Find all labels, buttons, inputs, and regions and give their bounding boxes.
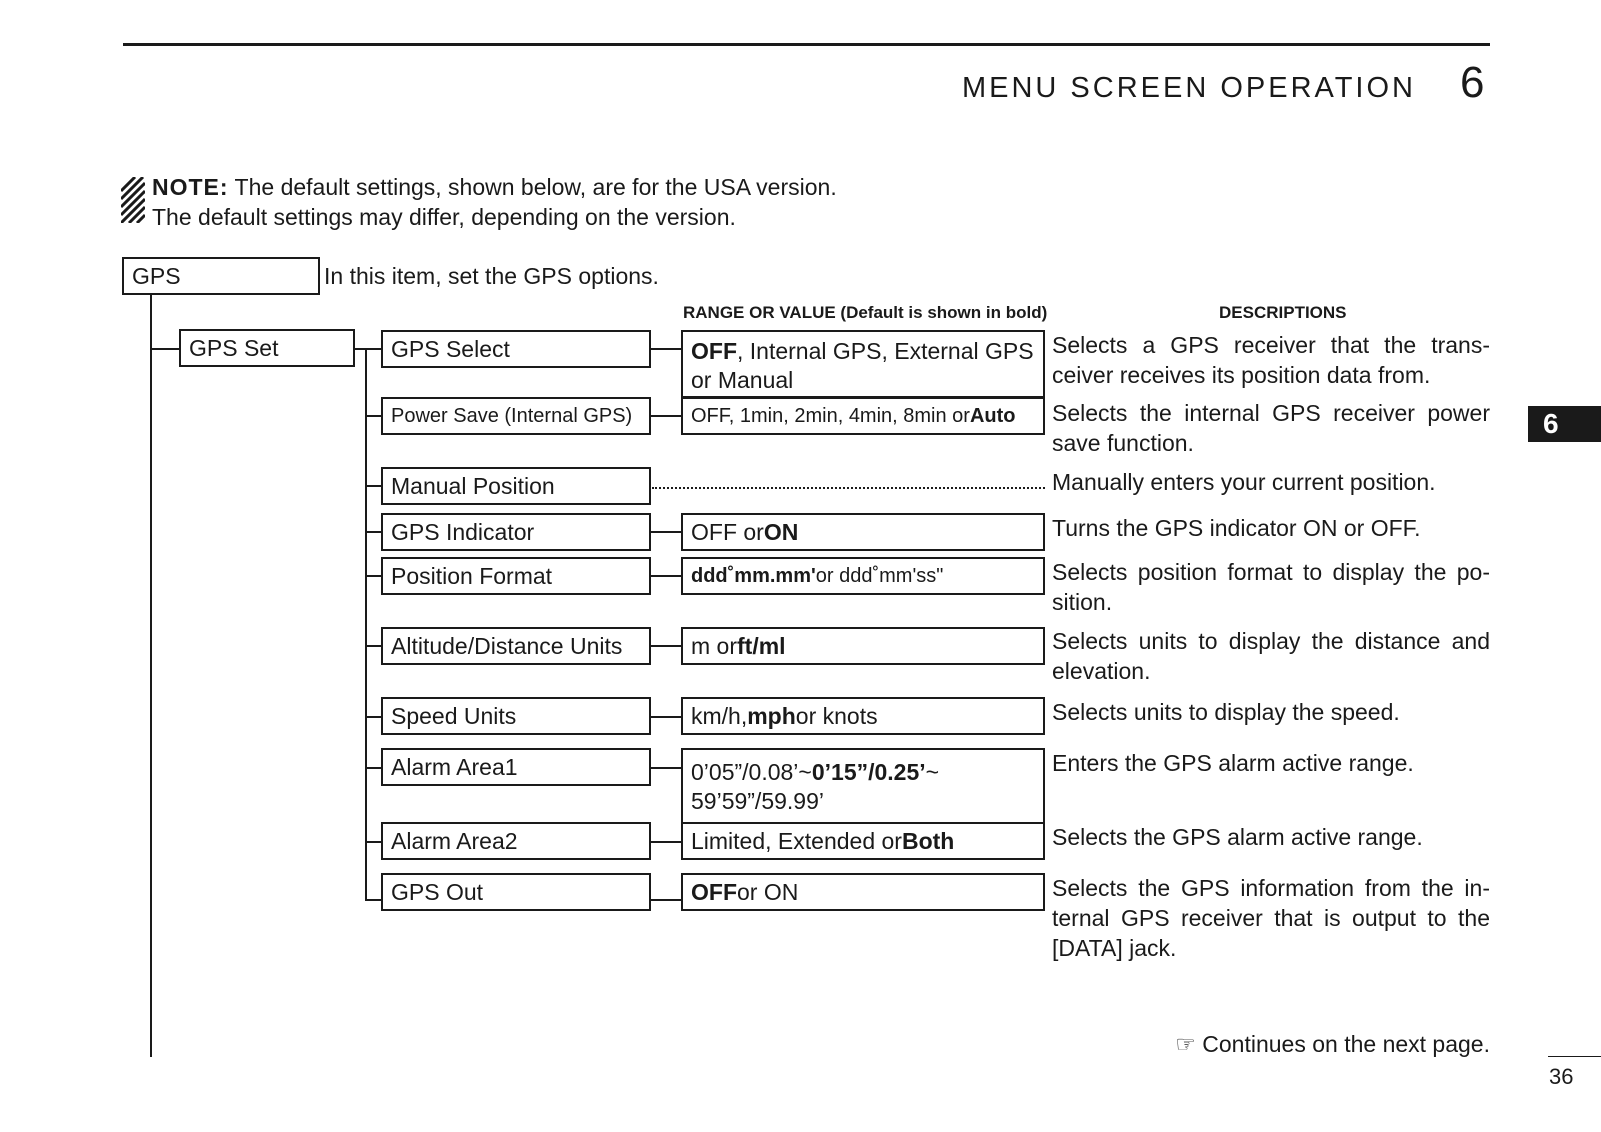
tree-branch-line	[365, 899, 381, 901]
footer-rule	[1548, 1056, 1601, 1057]
range-rest: or knots	[795, 702, 878, 729]
gps-menu-box: GPS	[122, 257, 320, 295]
range-default: OFF	[691, 338, 737, 364]
power-save-description: Selects the internal GPS receiver power save function.	[1052, 400, 1490, 456]
range-default: OFF	[691, 878, 737, 905]
range-pre: km/h,	[691, 702, 748, 729]
range-pre: 0’05”/0.08’~	[691, 759, 812, 785]
chapter-number: 6	[1460, 58, 1485, 107]
range-pre: OFF or	[691, 518, 764, 545]
tree-branch-line	[365, 415, 381, 417]
range-default: ft/ml	[737, 632, 786, 659]
range-rest: ~ 59’59”/59.99’	[691, 759, 940, 814]
chapter-side-tab: 6	[1528, 406, 1601, 442]
alarm-area2-box: Alarm Area2	[381, 822, 651, 860]
gps-indicator-description: Turns the GPS indicator ON or OFF.	[1052, 515, 1421, 541]
note-hatch-icon	[121, 177, 145, 223]
manual-position-box: Manual Position	[381, 467, 651, 505]
descriptions-column-heading: DESCRIPTIONS	[1219, 303, 1347, 322]
section-title: MENU SCREEN OPERATION	[961, 72, 1416, 104]
power-save-range	[681, 397, 1045, 435]
tree-branch-line	[353, 348, 381, 350]
gps-out-range	[681, 873, 1045, 911]
tree-branch-line	[150, 348, 181, 350]
alarm-area2-description: Selects the GPS alarm active range.	[1052, 824, 1423, 850]
range-connector-line	[650, 767, 683, 769]
range-connector-line	[650, 415, 683, 417]
tree-branch-line	[365, 841, 381, 843]
tree-branch-line	[365, 767, 381, 769]
range-connector-line	[650, 716, 683, 718]
tree-branch-line	[365, 531, 381, 533]
range-default: mph	[747, 702, 796, 729]
position-format-description: Selects position format to display the po-sition.	[1052, 559, 1490, 615]
range-rest: or ddd˚mm'ss"	[815, 564, 944, 587]
range-default: ON	[763, 518, 799, 545]
speed-units-box: Speed Units	[381, 697, 651, 735]
manual-position-description: Manually enters your current position.	[1052, 469, 1436, 495]
gps-intro-text: In this item, set the GPS options.	[324, 263, 659, 289]
gps-set-box: GPS Set	[179, 329, 355, 367]
tree-branch-line	[365, 645, 381, 647]
tree-trunk-line	[150, 295, 152, 1057]
gps-select-box: GPS Select	[381, 330, 651, 368]
range-default: 0’15”/0.25’	[811, 759, 926, 785]
range-rest: or ON	[737, 878, 799, 905]
range-default: Auto	[969, 404, 1016, 427]
continues-note: ☞ Continues on the next page.	[1175, 1031, 1490, 1057]
speed-units-range	[681, 697, 1045, 735]
page-number: 36	[1549, 1064, 1574, 1089]
range-column-heading: RANGE OR VALUE (Default is shown in bold)	[683, 303, 1048, 322]
gps-indicator-range	[681, 513, 1045, 551]
note-label: NOTE:	[152, 174, 229, 200]
alarm-area1-box: Alarm Area1	[381, 748, 651, 786]
range-default: ddd˚mm.mm'	[691, 564, 816, 587]
range-connector-line	[650, 531, 683, 533]
range-pre: Limited, Extended or	[691, 827, 902, 854]
gps-indicator-box: GPS Indicator	[381, 513, 651, 551]
gps-select-description: Selects a GPS receiver that the trans-ceiver receives its position data from.	[1052, 332, 1490, 388]
range-rest: , Internal GPS, External GPS or Manual	[691, 338, 1034, 393]
range-connector-line	[650, 575, 683, 577]
range-connector-line	[650, 348, 683, 350]
range-pre: OFF, 1min, 2min, 4min, 8min or	[691, 404, 970, 427]
power-save-box: Power Save (Internal GPS)	[381, 397, 651, 435]
alarm-area2-range	[681, 822, 1045, 860]
altitude-distance-units-range	[681, 627, 1045, 665]
alarm-area1-range	[681, 748, 1045, 824]
gps-out-box: GPS Out	[381, 873, 651, 911]
note-text-2: The default settings may differ, depending on the version.	[152, 204, 736, 230]
tree-branch-line	[365, 485, 381, 487]
tree-subtrunk-line	[365, 348, 367, 900]
altitude-distance-units-box: Altitude/Distance Units	[381, 627, 651, 665]
range-connector-line	[650, 899, 683, 901]
manual-position-dotted-leader	[652, 487, 1045, 489]
range-connector-line	[650, 645, 683, 647]
range-pre: m or	[691, 632, 737, 659]
alarm-area1-description: Enters the GPS alarm active range.	[1052, 750, 1414, 776]
position-format-range	[681, 557, 1045, 595]
range-default: Both	[901, 827, 955, 854]
position-format-box: Position Format	[381, 557, 651, 595]
tree-branch-line	[365, 575, 381, 577]
gps-out-description: Selects the GPS information from the in-ternal GPS receiver that is output to the [DATA] jack.	[1052, 875, 1490, 961]
note-line-1	[152, 174, 837, 201]
gps-select-range	[681, 330, 1045, 398]
range-connector-line	[650, 841, 683, 843]
header-rule	[123, 43, 1490, 46]
altitude-distance-units-description: Selects units to display the distance and elevation.	[1052, 628, 1490, 684]
note-text-1: The default settings, shown below, are for the USA version.	[234, 174, 837, 200]
tree-branch-line	[365, 716, 381, 718]
speed-units-description: Selects units to display the speed.	[1052, 699, 1400, 725]
